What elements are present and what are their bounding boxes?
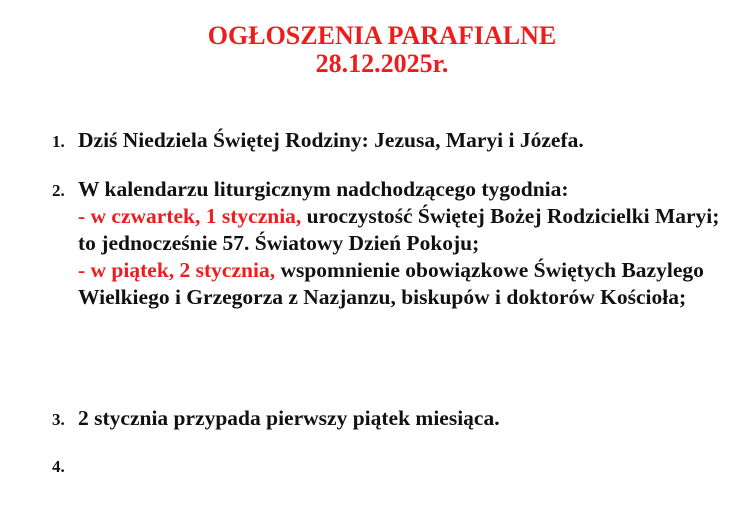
page-title: OGŁOSZENIA PARAFIALNE <box>207 21 557 50</box>
item-body <box>78 176 742 311</box>
calendar-entry <box>78 257 742 311</box>
header <box>0 22 756 78</box>
item-text: 2 stycznia przypada pierwszy piątek miesiąca. <box>78 406 500 430</box>
list-item-3 <box>52 405 742 432</box>
item-number: 2. <box>52 181 65 200</box>
item-intro: W kalendarzu liturgicznym nadchodzącego tygodnia: <box>78 177 569 201</box>
item-number: 4. <box>52 457 65 476</box>
entry-description: wspomnienie obowiązkowe Świętych Bazylego Wielkiego i Grzegorza z Nazjanzu, biskupów i doktorów Kościoła; <box>78 258 704 309</box>
calendar-entry <box>78 203 742 257</box>
entry-date-highlight: - w czwartek, 1 stycznia, <box>78 204 302 228</box>
item-text: Dziś Niedziela Świętej Rodziny: Jezusa, Maryi i Józefa. <box>78 128 584 152</box>
entry-date-highlight: - w piątek, 2 stycznia, <box>78 258 276 282</box>
entry-description: uroczystość Świętej Bożej Rodzicielki Maryi; to jednocześnie 57. Światowy Dzień Pokoju; <box>78 204 720 255</box>
item-number: 1. <box>52 132 65 151</box>
announcement-date: 28.12.2025r. <box>315 49 449 78</box>
list-item-1 <box>52 127 742 154</box>
list-item-2 <box>52 176 742 311</box>
item-number: 3. <box>52 410 65 429</box>
